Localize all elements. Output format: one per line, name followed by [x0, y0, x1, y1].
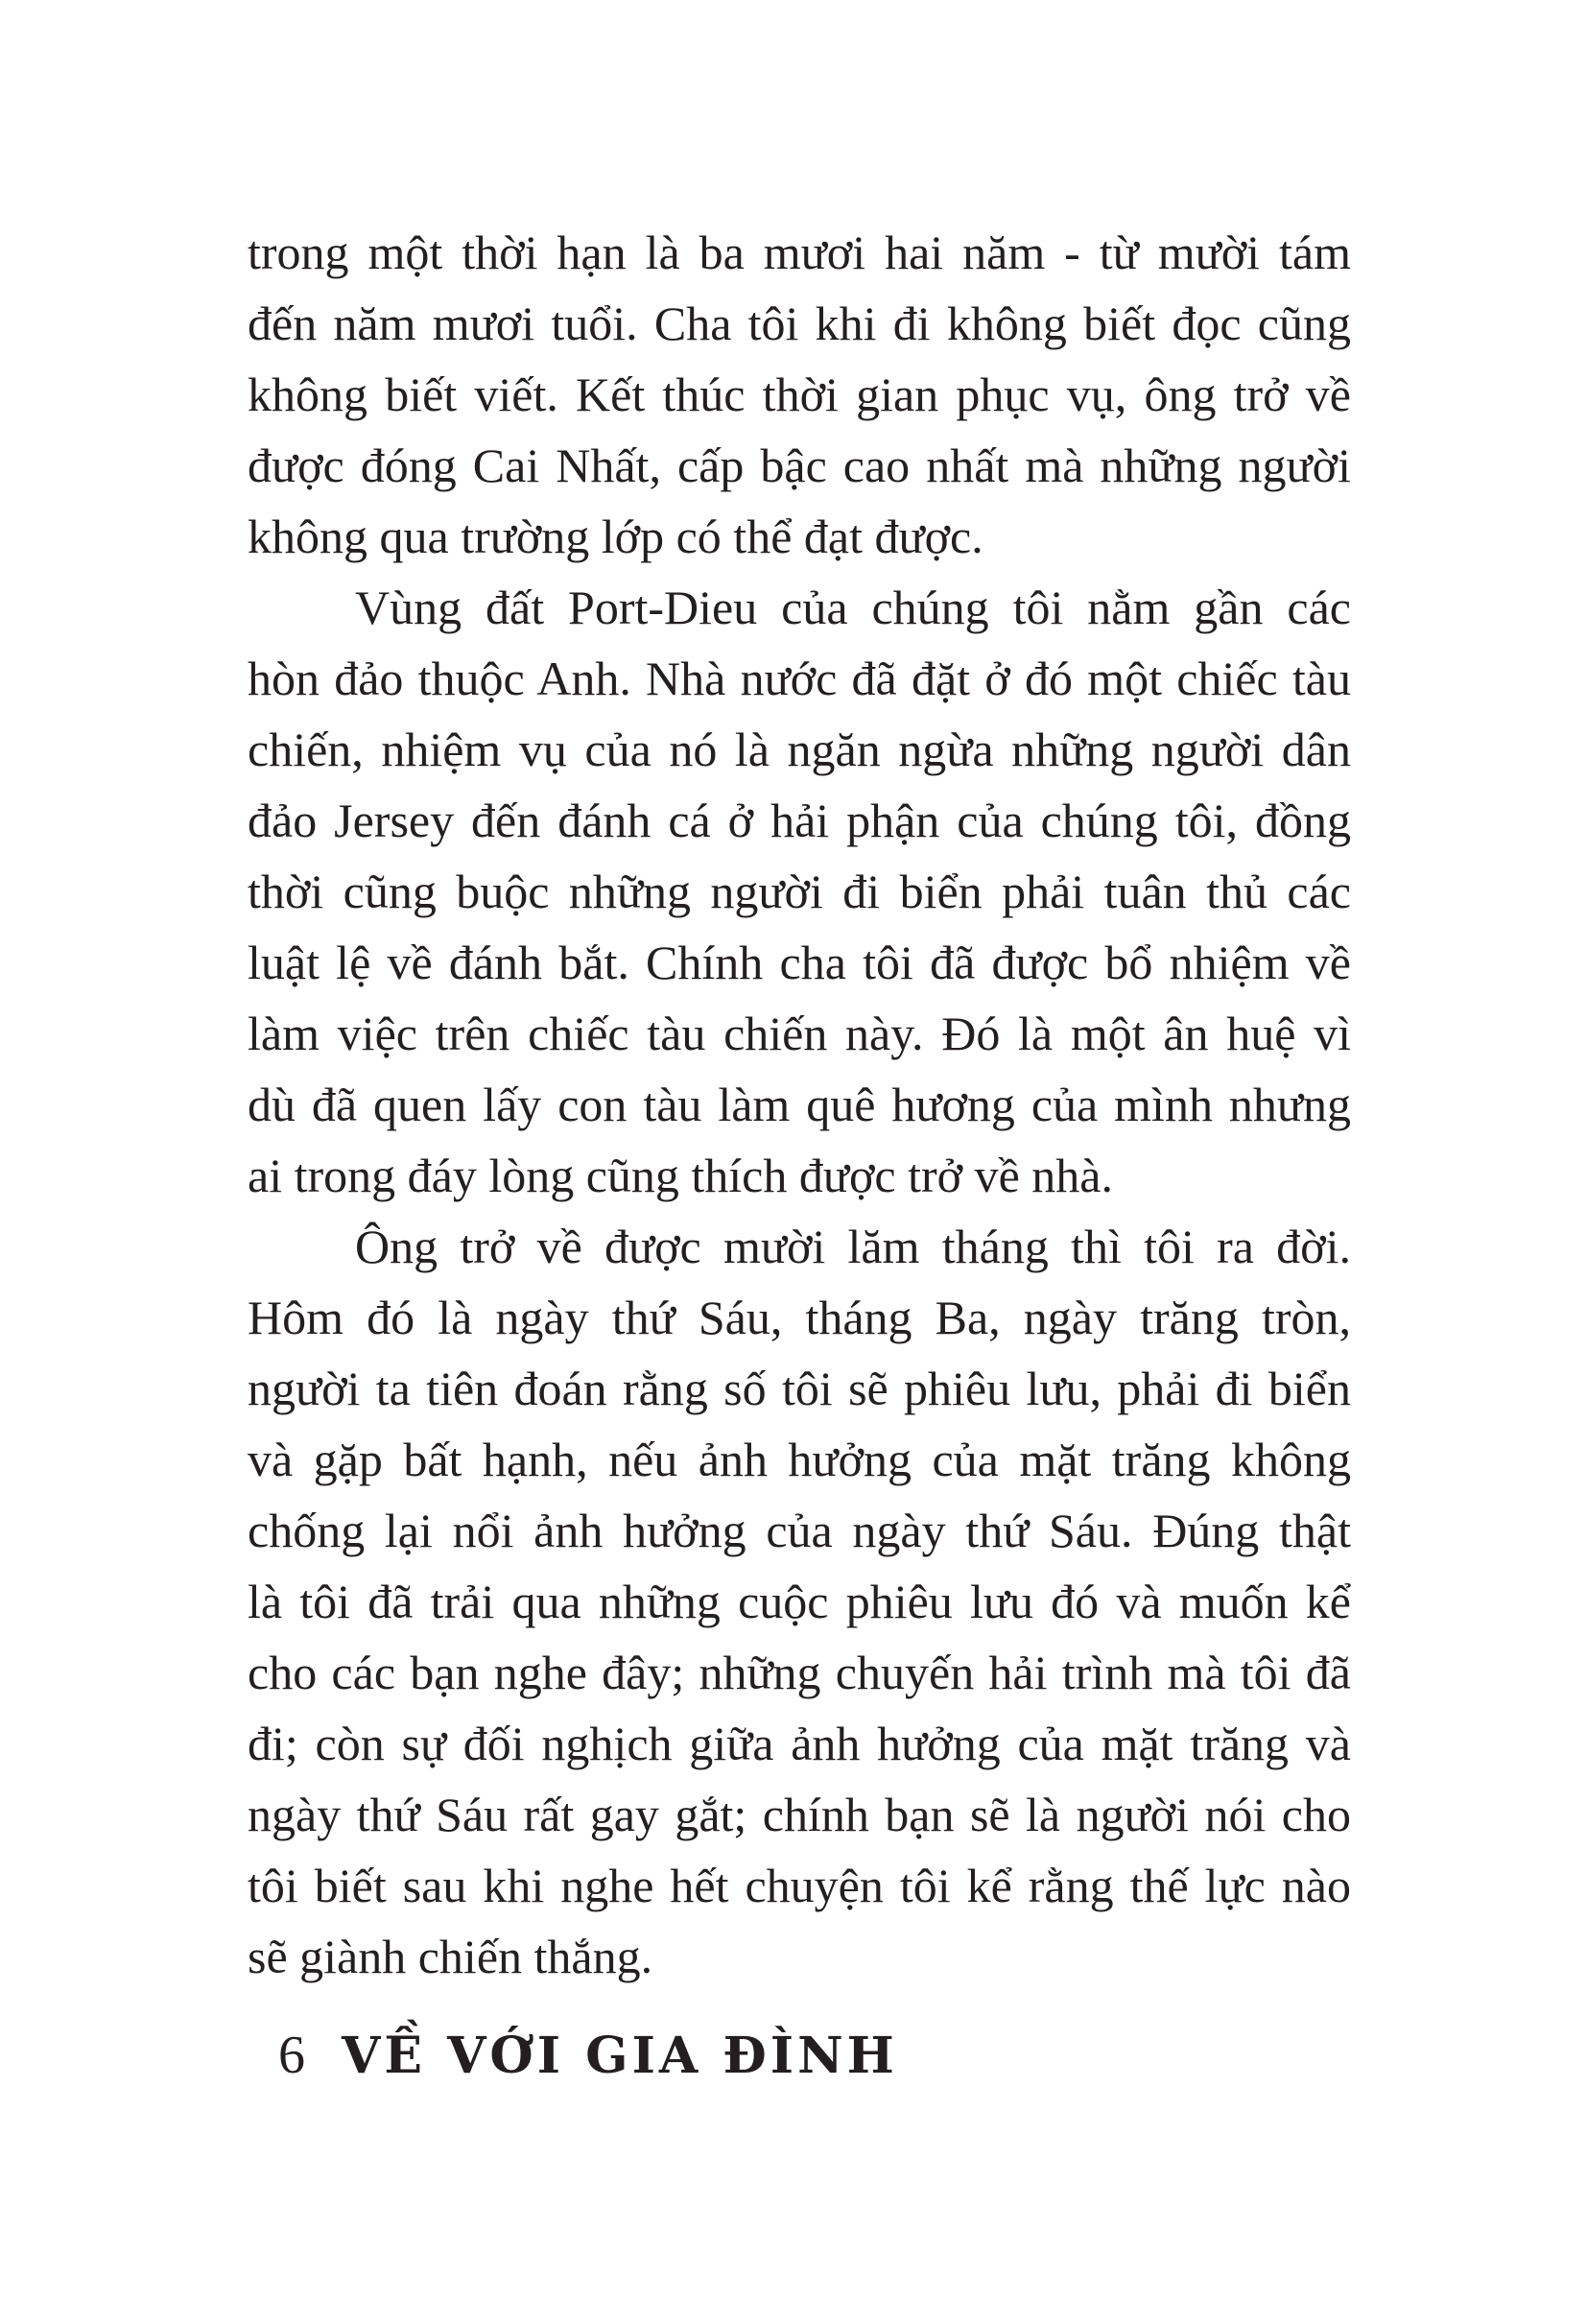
paragraph	[248, 1211, 1351, 1992]
text-line: được đóng Cai Nhất, cấp bậc cao nhất mà những người	[248, 439, 1351, 492]
text-line: không biết viết. Kết thúc thời gian phục vụ, ông trở về	[248, 368, 1351, 421]
text-line: làm việc trên chiếc tàu chiến này. Đó là một ân huệ vì	[248, 1007, 1351, 1060]
page-footer	[278, 2017, 898, 2094]
text-line: cho các bạn nghe đây; những chuyến hải trình mà tôi đã	[248, 1646, 1351, 1699]
text-line: Ông trở về được mười lăm tháng thì tôi ra đời.	[355, 1220, 1351, 1273]
text-line: ngày thứ Sáu rất gay gắt; chính bạn sẽ là người nói cho	[248, 1788, 1351, 1841]
text-line: và gặp bất hạnh, nếu ảnh hưởng của mặt trăng không	[248, 1433, 1351, 1486]
text-line: sẽ giành chiến thắng.	[248, 1930, 653, 1983]
text-line: hòn đảo thuộc Anh. Nhà nước đã đặt ở đó một chiếc tàu	[248, 652, 1351, 705]
text-line: Vùng đất Port-Dieu của chúng tôi nằm gần các	[355, 581, 1351, 634]
text-line: đảo Jersey đến đánh cá ở hải phận của chúng tôi, đồng	[248, 794, 1351, 847]
text-line: đến năm mươi tuổi. Cha tôi khi đi không biết đọc cũng	[248, 296, 1351, 350]
text-line: Hôm đó là ngày thứ Sáu, tháng Ba, ngày trăng tròn,	[248, 1291, 1351, 1344]
text-line: ai trong đáy lòng cũng thích được trở về nhà.	[248, 1149, 1113, 1202]
text-line: thời cũng buộc những người đi biển phải tuân thủ các	[248, 865, 1351, 918]
text-line: luật lệ về đánh bắt. Chính cha tôi đã được bổ nhiệm về	[248, 936, 1351, 989]
text-line: dù đã quen lấy con tàu làm quê hương của mình nhưng	[248, 1078, 1351, 1131]
text-line: chiến, nhiệm vụ của nó là ngăn ngừa những người dân	[248, 723, 1351, 776]
text-line: không qua trường lớp có thể đạt được.	[248, 510, 983, 563]
paragraph	[248, 572, 1351, 1211]
page-number: 6	[278, 2026, 306, 2085]
text-line: là tôi đã trải qua những cuộc phiêu lưu đó và muốn kể	[248, 1575, 1351, 1628]
body-text	[248, 217, 1351, 1992]
text-line: chống lại nổi ảnh hưởng của ngày thứ Sáu. Đúng thật	[248, 1504, 1351, 1557]
text-line: đi; còn sự đối nghịch giữa ảnh hưởng của mặt trăng và	[248, 1717, 1351, 1770]
text-line: trong một thời hạn là ba mươi hai năm - từ mười tám	[248, 225, 1351, 279]
text-line: tôi biết sau khi nghe hết chuyện tôi kể rằng thế lực nào	[248, 1859, 1351, 1912]
paragraph	[248, 217, 1351, 572]
running-chapter-title: VỀ VỚI GIA ĐÌNH	[342, 2027, 898, 2085]
text-line: người ta tiên đoán rằng số tôi sẽ phiêu lưu, phải đi biển	[248, 1362, 1351, 1415]
